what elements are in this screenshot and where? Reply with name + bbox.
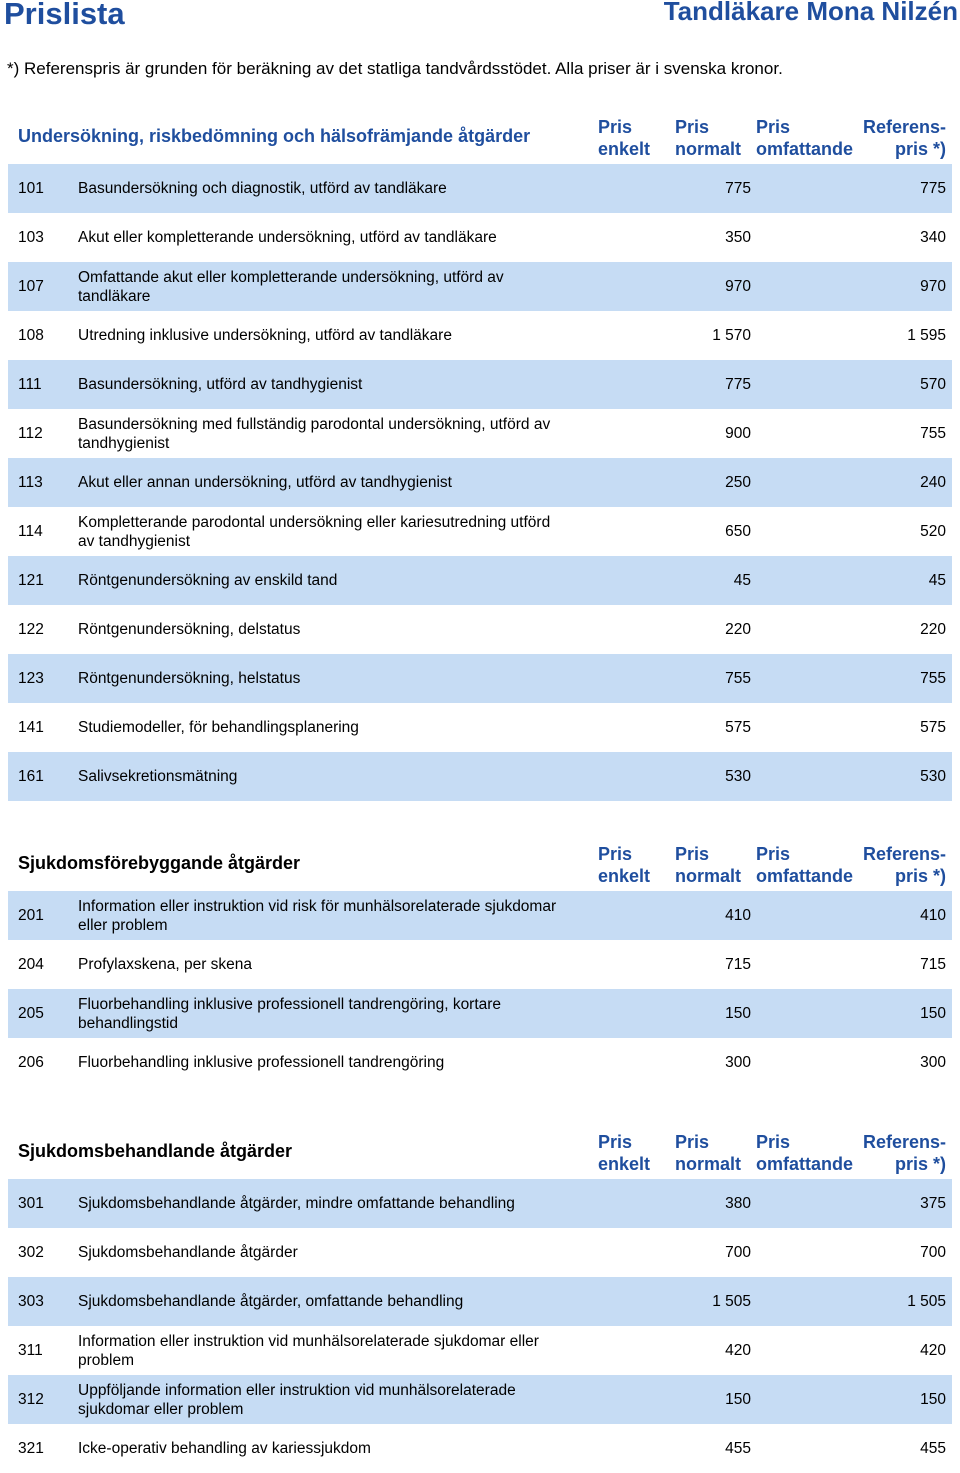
table-row bbox=[8, 703, 952, 752]
procedure-code: 301 bbox=[18, 1195, 44, 1212]
table-row bbox=[8, 1038, 952, 1087]
price-reference: 455 bbox=[920, 1440, 946, 1457]
price-normal: 700 bbox=[725, 1244, 751, 1261]
col-header-reference: Referens- pris *) bbox=[862, 117, 946, 159]
price-reference: 45 bbox=[928, 572, 946, 589]
price-normal: 300 bbox=[725, 1054, 751, 1071]
procedure-description: Kompletterande parodontal undersökning eller kariesutredning utförd av tandhygienist bbox=[78, 513, 551, 550]
procedure-description: Information eller instruktion vid munhälsorelaterade sjukdomar eller problem bbox=[78, 1332, 539, 1369]
section-title: Sjukdomsförebyggande åtgärder bbox=[18, 853, 301, 873]
procedure-code: 161 bbox=[18, 768, 44, 785]
price-rows bbox=[8, 1179, 952, 1473]
col-header-normal: Pris normalt bbox=[675, 844, 742, 886]
price-reference: 150 bbox=[920, 1005, 946, 1022]
procedure-code: 302 bbox=[18, 1244, 44, 1261]
table-row bbox=[8, 654, 952, 703]
col-header-single: Pris enkelt bbox=[598, 844, 651, 886]
reference-note: *) Referenspris är grunden för beräkning av det statliga tandvårdsstödet. Alla priser är i svenska kronor. bbox=[7, 59, 783, 78]
price-reference: 410 bbox=[920, 907, 946, 924]
price-reference: 1 595 bbox=[907, 327, 946, 344]
section-header bbox=[8, 845, 952, 889]
procedure-description: Sjukdomsbehandlande åtgärder, mindre omfattande behandling bbox=[78, 1195, 515, 1212]
price-normal: 150 bbox=[725, 1005, 751, 1022]
table-row bbox=[8, 891, 952, 940]
price-normal: 900 bbox=[725, 425, 751, 442]
procedure-description: Röntgenundersökning, helstatus bbox=[78, 670, 301, 687]
price-reference: 375 bbox=[920, 1195, 946, 1212]
procedure-description: Sjukdomsbehandlande åtgärder bbox=[78, 1244, 298, 1261]
table-row bbox=[8, 1326, 952, 1375]
procedure-description: Omfattande akut eller kompletterande undersökning, utförd av tandläkare bbox=[78, 268, 504, 305]
price-normal: 970 bbox=[725, 278, 751, 295]
price-reference: 300 bbox=[920, 1054, 946, 1071]
price-normal: 45 bbox=[733, 572, 751, 589]
procedure-code: 141 bbox=[18, 719, 44, 736]
procedure-description: Studiemodeller, för behandlingsplanering bbox=[78, 719, 359, 736]
procedure-code: 111 bbox=[18, 376, 42, 393]
price-normal: 575 bbox=[725, 719, 751, 736]
table-row bbox=[8, 458, 952, 507]
col-header-normal: Pris normalt bbox=[675, 1132, 742, 1174]
procedure-code: 201 bbox=[18, 907, 44, 924]
col-header-reference: Referens- pris *) bbox=[862, 1132, 946, 1174]
procedure-code: 101 bbox=[18, 180, 44, 197]
procedure-description: Basundersökning och diagnostik, utförd av tandläkare bbox=[78, 180, 447, 197]
table-row bbox=[8, 1375, 952, 1424]
price-reference: 240 bbox=[920, 474, 946, 491]
price-normal: 420 bbox=[725, 1342, 751, 1359]
col-header-reference: Referens- pris *) bbox=[862, 844, 946, 886]
procedure-code: 108 bbox=[18, 327, 44, 344]
table-row bbox=[8, 752, 952, 801]
procedure-description: Icke-operativ behandling av kariessjukdom bbox=[78, 1440, 371, 1457]
procedure-description: Akut eller kompletterande undersökning, utförd av tandläkare bbox=[78, 229, 497, 246]
price-normal: 715 bbox=[725, 956, 751, 973]
procedure-code: 114 bbox=[18, 523, 43, 540]
procedure-description: Uppföljande information eller instruktion vid munhälsorelaterade sjukdomar eller problem bbox=[78, 1381, 516, 1418]
procedure-description: Profylaxskena, per skena bbox=[78, 956, 253, 973]
procedure-code: 103 bbox=[18, 229, 44, 246]
col-header-extensive: Pris omfattande bbox=[756, 844, 854, 886]
section-header bbox=[8, 1133, 952, 1177]
price-reference: 570 bbox=[920, 376, 946, 393]
price-rows bbox=[8, 164, 952, 801]
procedure-code: 205 bbox=[18, 1005, 44, 1022]
table-row bbox=[8, 1228, 952, 1277]
procedure-description: Basundersökning, utförd av tandhygienist bbox=[78, 376, 363, 393]
procedure-description: Information eller instruktion vid risk för munhälsorelaterade sjukdomar eller problem bbox=[78, 897, 557, 934]
price-reference: 575 bbox=[920, 719, 946, 736]
price-normal: 775 bbox=[725, 376, 751, 393]
price-reference: 150 bbox=[920, 1391, 946, 1408]
price-reference: 755 bbox=[920, 425, 946, 442]
table-row bbox=[8, 213, 952, 262]
procedure-code: 122 bbox=[18, 621, 44, 638]
table-row bbox=[8, 409, 952, 458]
procedure-description: Röntgenundersökning av enskild tand bbox=[78, 572, 338, 589]
table-row bbox=[8, 164, 952, 213]
procedure-description: Basundersökning med fullständig parodontal undersökning, utförd av tandhygienist bbox=[78, 415, 551, 452]
procedure-code: 113 bbox=[18, 474, 43, 491]
table-row bbox=[8, 311, 952, 360]
section-treatment bbox=[8, 1133, 952, 1473]
price-normal: 350 bbox=[725, 229, 751, 246]
price-reference: 520 bbox=[920, 523, 946, 540]
page-title: Prislista bbox=[4, 0, 125, 31]
procedure-code: 112 bbox=[18, 425, 43, 442]
price-normal: 755 bbox=[725, 670, 751, 687]
col-header-extensive: Pris omfattande bbox=[756, 117, 854, 159]
page-header bbox=[0, 0, 960, 40]
procedure-description: Sjukdomsbehandlande åtgärder, omfattande behandling bbox=[78, 1293, 464, 1310]
procedure-code: 321 bbox=[18, 1440, 44, 1457]
procedure-description: Utredning inklusive undersökning, utförd av tandläkare bbox=[78, 327, 452, 344]
price-rows bbox=[8, 891, 952, 1087]
price-reference: 970 bbox=[920, 278, 946, 295]
price-reference: 715 bbox=[920, 956, 946, 973]
price-normal: 455 bbox=[725, 1440, 751, 1457]
table-row bbox=[8, 556, 952, 605]
col-header-normal: Pris normalt bbox=[675, 117, 742, 159]
procedure-code: 107 bbox=[18, 278, 44, 295]
table-row bbox=[8, 989, 952, 1038]
procedure-code: 312 bbox=[18, 1391, 44, 1408]
section-prevention bbox=[8, 845, 952, 1087]
price-normal: 250 bbox=[725, 474, 751, 491]
price-normal: 1 570 bbox=[712, 327, 751, 344]
col-header-single: Pris enkelt bbox=[598, 1132, 651, 1174]
price-reference: 755 bbox=[920, 670, 946, 687]
procedure-code: 123 bbox=[18, 670, 44, 687]
procedure-description: Röntgenundersökning, delstatus bbox=[78, 621, 301, 638]
procedure-description: Fluorbehandling inklusive professionell tandrengöring bbox=[78, 1054, 445, 1071]
price-normal: 650 bbox=[725, 523, 751, 540]
section-examination bbox=[8, 118, 952, 801]
table-row bbox=[8, 507, 952, 556]
dentist-name: Tandläkare Mona Nilzén bbox=[663, 0, 958, 26]
price-reference: 420 bbox=[920, 1342, 946, 1359]
table-row bbox=[8, 605, 952, 654]
table-row bbox=[8, 360, 952, 409]
price-normal: 410 bbox=[725, 907, 751, 924]
price-reference: 530 bbox=[920, 768, 946, 785]
price-normal: 220 bbox=[725, 621, 751, 638]
table-row bbox=[8, 1277, 952, 1326]
price-normal: 775 bbox=[725, 180, 751, 197]
price-reference: 340 bbox=[920, 229, 946, 246]
section-header bbox=[8, 118, 952, 162]
price-reference: 1 505 bbox=[907, 1293, 946, 1310]
procedure-code: 311 bbox=[18, 1342, 43, 1359]
price-normal: 1 505 bbox=[712, 1293, 751, 1310]
procedure-code: 206 bbox=[18, 1054, 44, 1071]
price-reference: 775 bbox=[920, 180, 946, 197]
table-row bbox=[8, 1424, 952, 1473]
price-reference: 220 bbox=[920, 621, 946, 638]
section-title: Undersökning, riskbedömning och hälsofrämjande åtgärder bbox=[18, 126, 531, 146]
procedure-description: Salivsekretionsmätning bbox=[78, 768, 238, 785]
col-header-single: Pris enkelt bbox=[598, 117, 651, 159]
price-normal: 150 bbox=[725, 1391, 751, 1408]
procedure-description: Akut eller annan undersökning, utförd av tandhygienist bbox=[78, 474, 452, 491]
table-row bbox=[8, 262, 952, 311]
col-header-extensive: Pris omfattande bbox=[756, 1132, 854, 1174]
procedure-code: 121 bbox=[18, 572, 44, 589]
price-normal: 380 bbox=[725, 1195, 751, 1212]
table-row bbox=[8, 940, 952, 989]
price-normal: 530 bbox=[725, 768, 751, 785]
section-title: Sjukdomsbehandlande åtgärder bbox=[18, 1141, 293, 1161]
procedure-description: Fluorbehandling inklusive professionell tandrengöring, kortare behandlingstid bbox=[78, 995, 502, 1032]
procedure-code: 303 bbox=[18, 1293, 44, 1310]
procedure-code: 204 bbox=[18, 956, 44, 973]
price-reference: 700 bbox=[920, 1244, 946, 1261]
table-row bbox=[8, 1179, 952, 1228]
